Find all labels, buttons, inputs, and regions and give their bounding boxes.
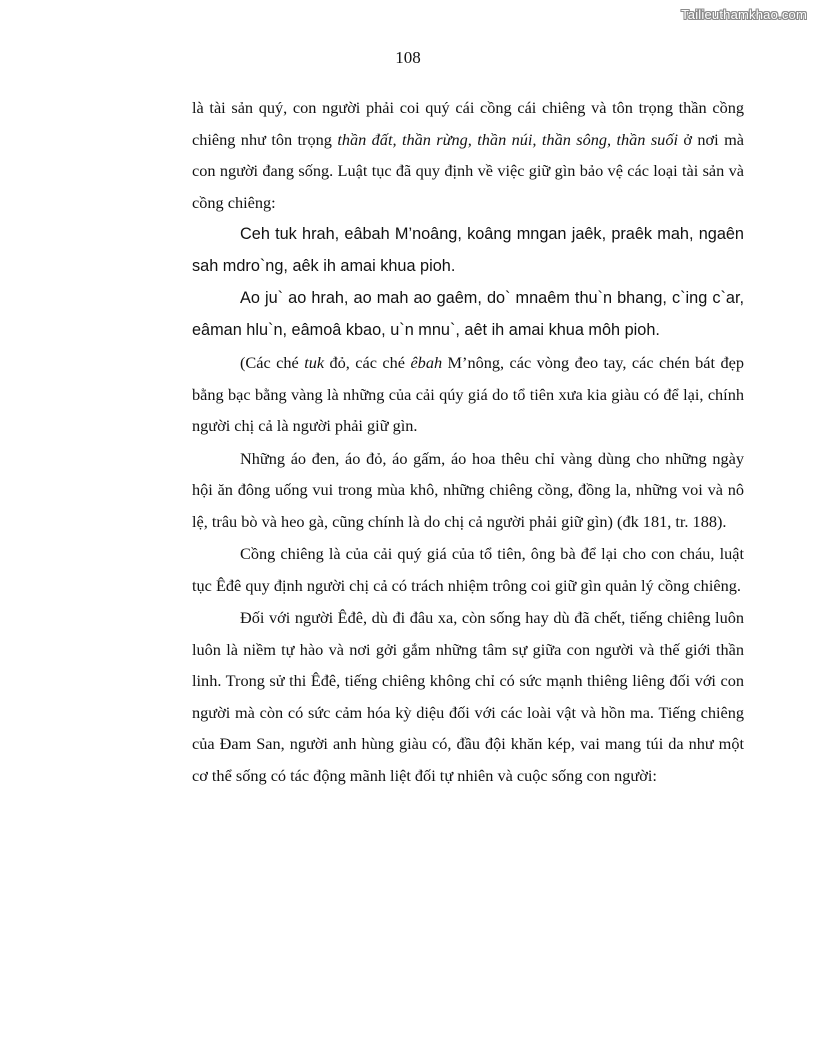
translation-term-tuk: tuk [304,353,325,372]
translation-text-2: đỏ, các ché [324,353,411,372]
paragraph-heritage: Cồng chiêng là của cải quý giá của tổ tiên, ông bà để lại cho con cháu, luật tục Êđê quy định người chị cả có trách nhiệm trông coi giữ gìn quản lý cồng chiêng. [192,544,744,595]
translation-text-1: (Các ché [240,353,305,372]
body-text [192,92,744,791]
translation-text-3: M’nông, các vòng đeo tay, các chén bát đẹp bằng bạc bằng vàng là những của cải qúy giá do tổ tiên xưa kia giàu có để lại, chính người chị cả là người phải giữ gìn. [192,353,744,435]
paragraph-intro [192,92,744,218]
intro-text-2: ở nơi mà con người đang sống. Luật tục đã quy định về việc giữ gìn bảo vệ các loại tài sản và cồng chiêng: [192,129,744,212]
translation-paragraph [192,347,744,442]
translation-term-ebah: êbah [410,353,443,372]
intro-text-italic: thần đất, thần rừng, thần núi, thần sông, thần suối [337,129,678,149]
ede-quote-1: Ceh tuk hrah, eâbah M’noâng, koâng mngan jaêk, praêk mah, ngaên sah mdro`ng, aêk ih amai khua pioh. [192,225,744,275]
ede-quote-2: Ao ju` ao hrah, ao mah ao gaêm, do` mnaêm thu`n bhang, c`ing c`ar, eâman hlu`n, eâmoâ kbao, u`n mnu`, aêt ih amai khua môh pioh. [192,289,744,339]
intro-text-1: là tài sản quý, con người phải coi quý cái cồng cái chiêng và tôn trọng thần cồng chiêng như tôn trọng [192,98,744,149]
paragraph-clothes: Những áo đen, áo đỏ, áo gấm, áo hoa thêu chỉ vàng dùng cho những ngày hội ăn đông uống vui trong mùa khô, những chiêng cồng, đồng la, những voi và nô lệ, trâu bò và heo gà, cũng chính là do chị cả người phải giữ gìn) (đk 181, tr. 188). [192,448,744,531]
watermark: Tailieuthamkhao.com [681,7,807,22]
page-number: 108 [395,48,421,67]
paragraph-pride: Đối với người Êđê, dù đi đâu xa, còn sống hay dù đã chết, tiếng chiêng luôn luôn là niềm tự hào và nơi gởi gắm những tâm sự giữa con người và thế giới thần linh. Trong sử thi Êđê, tiếng chiêng không chỉ có sức mạnh thiêng liêng đối với con người mà còn có sức cảm hóa kỳ diệu đối với các loài vật và hồn ma. Tiếng chiêng của Đam San, người anh hùng giàu có, đầu đội khăn kép, vai mang túi da như một cơ thể sống có tác động mãnh liệt đối tự nhiên và cuộc sống con người: [192,608,744,785]
